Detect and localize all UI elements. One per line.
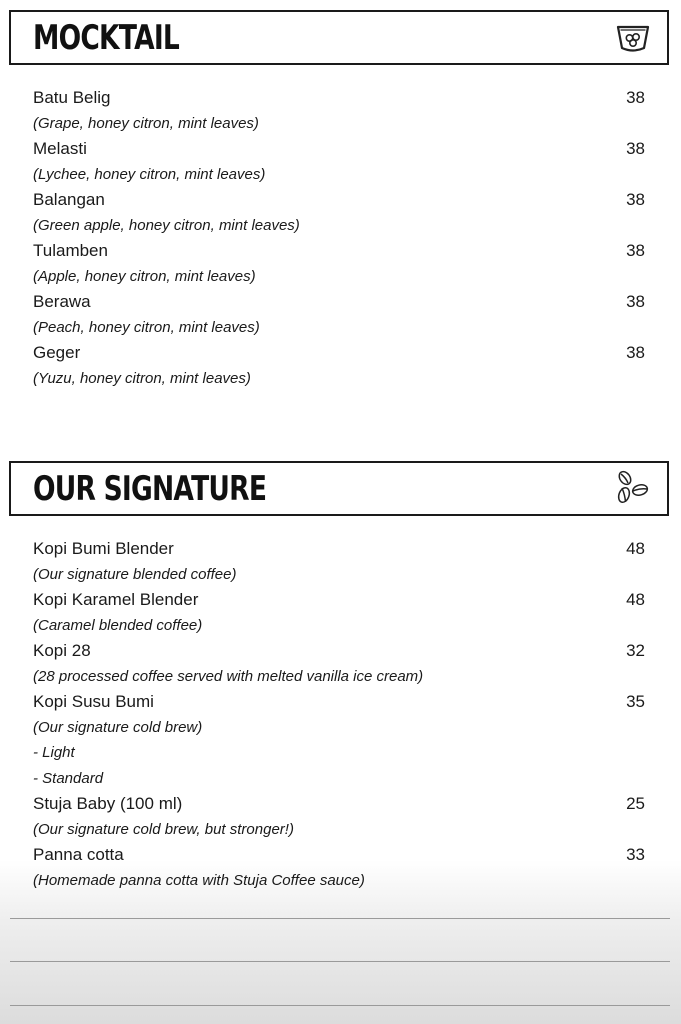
item-name: Batu Belig bbox=[33, 88, 111, 107]
item-name: Balangan bbox=[33, 190, 105, 209]
item-price: 38 bbox=[626, 292, 645, 311]
item-name: Berawa bbox=[33, 292, 91, 311]
item-description: (Our signature blended coffee) bbox=[33, 565, 237, 583]
item-description: (Apple, honey citron, mint leaves) bbox=[33, 267, 256, 285]
item-description: (Our signature cold brew) bbox=[33, 718, 203, 736]
menu-item bbox=[33, 289, 645, 340]
item-name: Panna cotta bbox=[33, 845, 124, 864]
menu-item bbox=[33, 85, 645, 136]
item-description: (Our signature cold brew, but stronger!) bbox=[33, 820, 294, 838]
menu-item bbox=[33, 638, 645, 689]
item-price: 48 bbox=[626, 590, 645, 609]
item-name: Kopi Susu Bumi bbox=[33, 692, 154, 711]
menu-item bbox=[33, 791, 645, 842]
item-price: 38 bbox=[626, 343, 645, 362]
menu-item bbox=[33, 587, 645, 638]
item-name: Kopi Bumi Blender bbox=[33, 539, 174, 558]
item-description: (Lychee, honey citron, mint leaves) bbox=[33, 165, 266, 183]
item-name: Kopi Karamel Blender bbox=[33, 590, 199, 609]
menu-item bbox=[33, 689, 645, 791]
signature-items bbox=[33, 536, 645, 893]
mocktail-header bbox=[9, 10, 669, 65]
menu-item bbox=[33, 187, 645, 238]
signature-header bbox=[9, 461, 669, 516]
item-description: (Peach, honey citron, mint leaves) bbox=[33, 318, 260, 336]
item-price: 33 bbox=[626, 845, 645, 864]
item-price: 38 bbox=[626, 139, 645, 158]
menu-item bbox=[33, 340, 645, 391]
item-description: (Homemade panna cotta with Stuja Coffee sauce) bbox=[33, 871, 365, 889]
divider-line bbox=[10, 961, 670, 962]
item-option: - Light bbox=[33, 744, 75, 761]
signature-title: OUR SIGNATURE bbox=[33, 469, 267, 509]
menu-item bbox=[33, 136, 645, 187]
item-price: 38 bbox=[626, 241, 645, 260]
menu-item bbox=[33, 536, 645, 587]
item-price: 35 bbox=[626, 692, 645, 711]
item-name: Kopi 28 bbox=[33, 641, 91, 660]
item-price: 38 bbox=[626, 190, 645, 209]
item-price: 32 bbox=[626, 641, 645, 660]
item-price: 48 bbox=[626, 539, 645, 558]
menu-item bbox=[33, 238, 645, 289]
item-name: Tulamben bbox=[33, 241, 108, 260]
item-name: Stuja Baby (100 ml) bbox=[33, 794, 183, 813]
glass-icon bbox=[613, 18, 653, 58]
item-option: - Standard bbox=[33, 769, 104, 787]
coffee-beans-icon bbox=[613, 469, 653, 509]
item-price: 38 bbox=[626, 88, 645, 107]
item-description: (28 processed coffee served with melted vanilla ice cream) bbox=[33, 667, 424, 685]
item-description: (Green apple, honey citron, mint leaves) bbox=[33, 216, 300, 234]
item-description: (Yuzu, honey citron, mint leaves) bbox=[33, 369, 251, 387]
item-price: 25 bbox=[626, 794, 645, 813]
divider-line bbox=[10, 918, 670, 919]
mocktail-items bbox=[33, 85, 645, 391]
item-description: (Caramel blended coffee) bbox=[33, 616, 203, 634]
item-name: Geger bbox=[33, 343, 81, 362]
item-description: (Grape, honey citron, mint leaves) bbox=[33, 114, 259, 132]
item-name: Melasti bbox=[33, 139, 87, 158]
menu-item bbox=[33, 842, 645, 893]
mocktail-title: MOCKTAIL bbox=[33, 18, 180, 58]
divider-line bbox=[10, 1005, 670, 1006]
